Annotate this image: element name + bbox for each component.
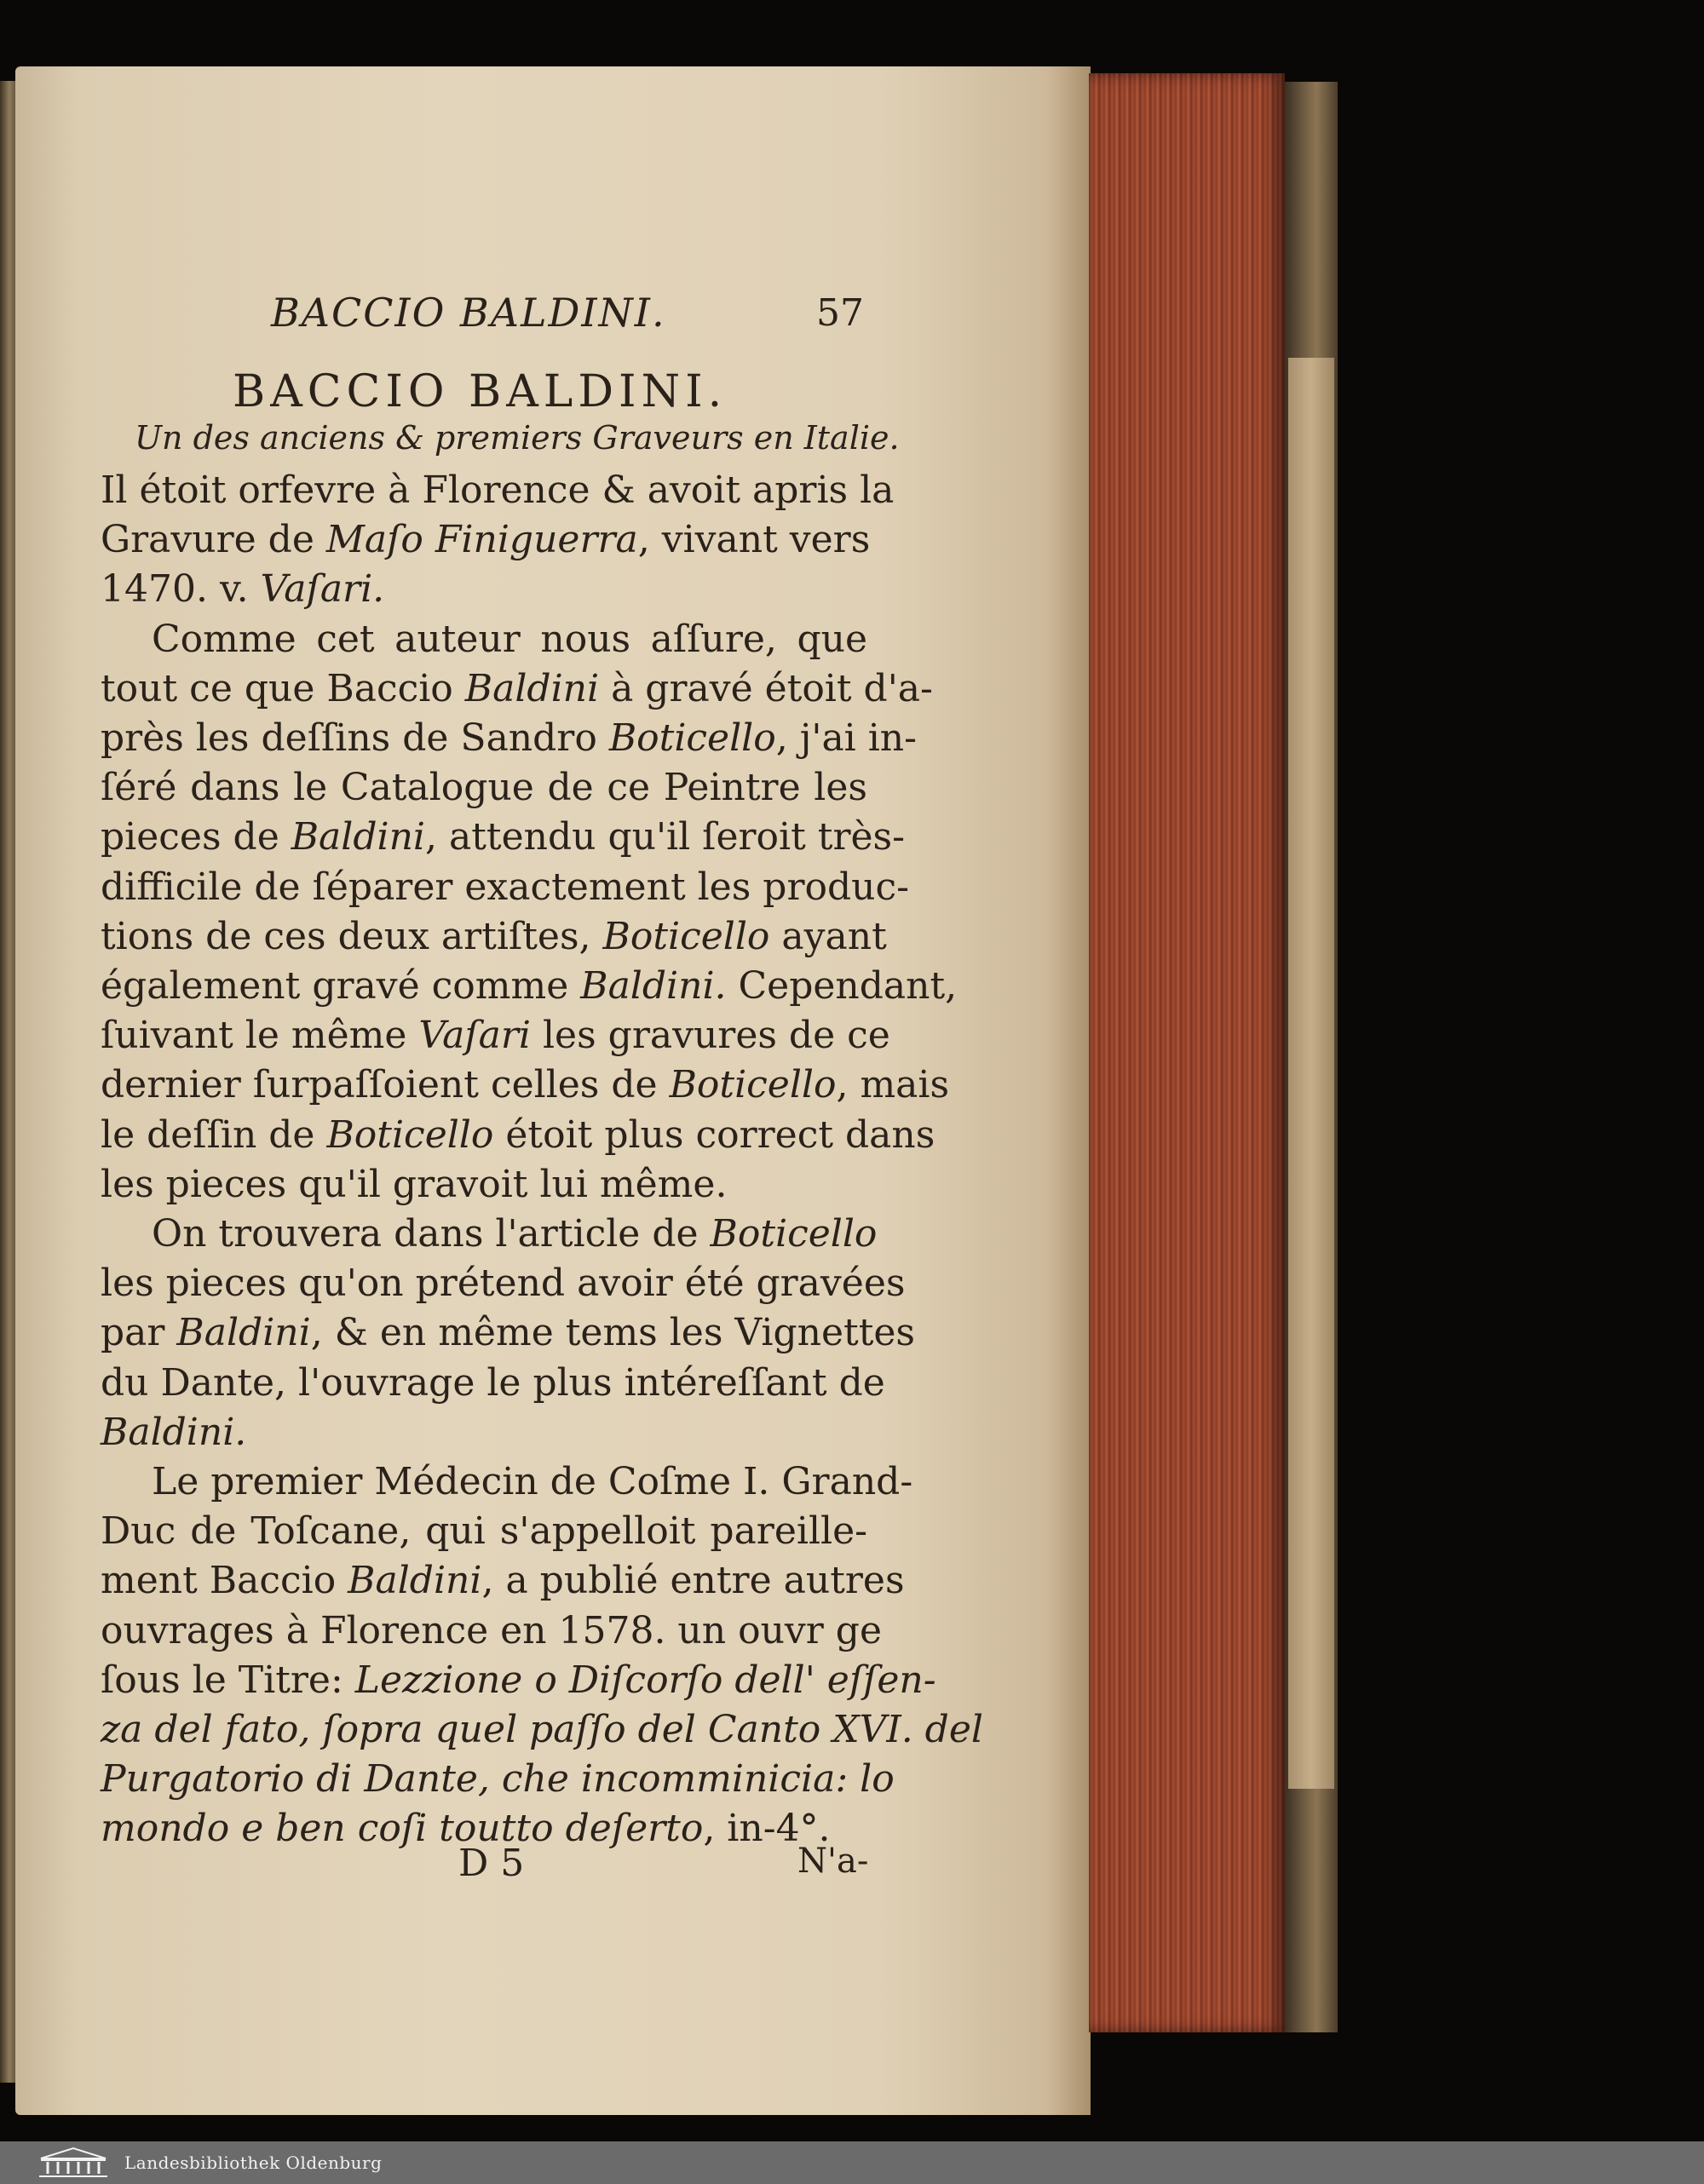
text-line bbox=[101, 1706, 983, 1754]
text-line bbox=[101, 813, 905, 861]
signature-mark: D 5 bbox=[458, 1842, 525, 1885]
text-line bbox=[101, 1657, 936, 1704]
page-block-fore-edge bbox=[1089, 73, 1285, 2032]
text-line bbox=[101, 1161, 727, 1209]
text-segment: Cependant, bbox=[726, 964, 958, 1008]
text-segment: ouvrages à Florence en 1578. un ouvr ge bbox=[101, 1608, 882, 1652]
book-page bbox=[15, 66, 1091, 2115]
text-line bbox=[101, 1756, 895, 1803]
section-title: BACCIO BALDINI. bbox=[233, 366, 728, 417]
catchword: N'a- bbox=[797, 1842, 869, 1881]
text-line bbox=[101, 1607, 882, 1655]
text-segment: près les deſſins de Sandro bbox=[101, 716, 609, 760]
text-segment: Duc de Toſcane, qui s'appelloit pareille- bbox=[101, 1509, 867, 1554]
text-line bbox=[152, 616, 867, 664]
text-line bbox=[152, 1210, 878, 1258]
text-segment: les pieces qu'il gravoit lui même. bbox=[101, 1162, 728, 1206]
italic-text: Baldini. bbox=[580, 964, 727, 1008]
text-segment: par bbox=[101, 1311, 177, 1355]
italic-text: Boticello bbox=[326, 1112, 494, 1157]
text-segment: Comme cet auteur nous aſſure, que bbox=[152, 617, 867, 661]
italic-text: Baldini. bbox=[101, 1410, 247, 1454]
italic-text: mondo e ben coſi toutto deſerto bbox=[101, 1807, 704, 1851]
text-segment: dernier ſurpaſſoient celles de bbox=[101, 1063, 670, 1107]
footer-bar bbox=[0, 2141, 1704, 2184]
italic-text: Baldini bbox=[176, 1311, 311, 1355]
text-segment: le deſſin de bbox=[101, 1112, 327, 1157]
text-line bbox=[101, 963, 958, 1010]
text-line bbox=[101, 1359, 885, 1407]
italic-text: Vaſari bbox=[418, 1014, 531, 1058]
text-line bbox=[101, 566, 384, 613]
text-line bbox=[101, 1260, 906, 1308]
italic-text: Baldini bbox=[464, 666, 600, 710]
footer-label: Landesbibliothek Oldenburg bbox=[124, 2152, 383, 2173]
text-segment: difficile de ſéparer exactement les produc- bbox=[101, 865, 909, 909]
text-segment: ſous le Titre: bbox=[101, 1658, 355, 1702]
text-segment: tions de ces deux artiſtes, bbox=[101, 914, 603, 958]
running-head: BACCIO BALDINI. bbox=[271, 290, 666, 336]
text-segment: Gravure de bbox=[101, 518, 326, 562]
text-line bbox=[101, 913, 887, 961]
italic-text: Boticello bbox=[710, 1212, 878, 1256]
text-segment: Le premier Médecin de Coſme I. Grand- bbox=[152, 1460, 913, 1503]
text-line bbox=[101, 1112, 935, 1159]
text-segment: également gravé comme bbox=[101, 964, 581, 1008]
italic-text: Boticello bbox=[602, 914, 770, 958]
text-line bbox=[101, 1309, 916, 1357]
library-building-icon bbox=[37, 2147, 109, 2179]
text-segment: pieces de bbox=[101, 815, 291, 859]
italic-text: Lezzione o Diſcorſo dell' eſſen- bbox=[354, 1658, 936, 1702]
text-line bbox=[152, 1458, 913, 1506]
section-subtitle: Un des anciens & premiers Graveurs en Italie. bbox=[135, 419, 900, 457]
text-line bbox=[101, 1557, 905, 1605]
italic-text: Purgatorio di Dante, che incomminicia: lo bbox=[101, 1757, 895, 1802]
text-line bbox=[101, 864, 909, 911]
text-segment: ſuivant le même bbox=[101, 1014, 419, 1058]
text-segment: ment Baccio bbox=[101, 1559, 348, 1603]
text-line bbox=[101, 715, 918, 762]
text-segment: ayant bbox=[769, 914, 887, 958]
text-segment: , j'ai in- bbox=[775, 716, 918, 760]
italic-text: Maſo Finiguerra bbox=[325, 518, 638, 562]
text-segment: , a publié entre autres bbox=[481, 1559, 905, 1603]
text-line bbox=[101, 665, 933, 713]
text-segment: les gravures de ce bbox=[531, 1014, 890, 1058]
text-segment: tout ce que Baccio bbox=[101, 666, 465, 710]
italic-text: Boticello bbox=[608, 716, 776, 760]
italic-text: Baldini bbox=[348, 1559, 482, 1603]
text-segment: à gravé étoit d'a- bbox=[599, 666, 933, 710]
text-segment: 1470. v. bbox=[101, 567, 261, 612]
italic-text: Vaſari. bbox=[260, 567, 385, 612]
italic-text: Boticello bbox=[669, 1063, 837, 1107]
text-line bbox=[101, 1508, 867, 1555]
text-line bbox=[101, 516, 871, 564]
text-segment: , in-4°. bbox=[703, 1807, 831, 1851]
text-line bbox=[101, 1409, 246, 1457]
italic-text: Baldini bbox=[291, 815, 426, 859]
italic-text: za del fato, ſopra quel paſſo del Canto XVI. del bbox=[101, 1708, 983, 1751]
text-segment: étoit plus correct dans bbox=[493, 1112, 935, 1157]
text-line bbox=[101, 764, 867, 812]
text-segment: , vivant vers bbox=[637, 518, 871, 562]
text-segment: Il étoit orfevre à Florence & avoit apris la bbox=[101, 468, 895, 512]
text-segment: ſéré dans le Catalogue de ce Peintre les bbox=[101, 766, 867, 810]
text-line bbox=[101, 467, 895, 514]
text-segment: du Dante, l'ouvrage le plus intéreſſant de bbox=[101, 1360, 885, 1405]
page-number: 57 bbox=[816, 291, 864, 335]
text-segment: On trouvera dans l'article de bbox=[152, 1212, 711, 1256]
text-line bbox=[101, 1061, 950, 1109]
left-page-edge bbox=[0, 81, 15, 2083]
text-segment: les pieces qu'on prétend avoir été gravées bbox=[101, 1262, 906, 1306]
text-segment: , mais bbox=[836, 1063, 950, 1107]
binding-endpaper bbox=[1288, 358, 1334, 1789]
text-segment: , & en même tems les Vignettes bbox=[310, 1311, 916, 1355]
text-segment: , attendu qu'il ſeroit très- bbox=[425, 815, 905, 859]
text-line bbox=[101, 1012, 890, 1060]
